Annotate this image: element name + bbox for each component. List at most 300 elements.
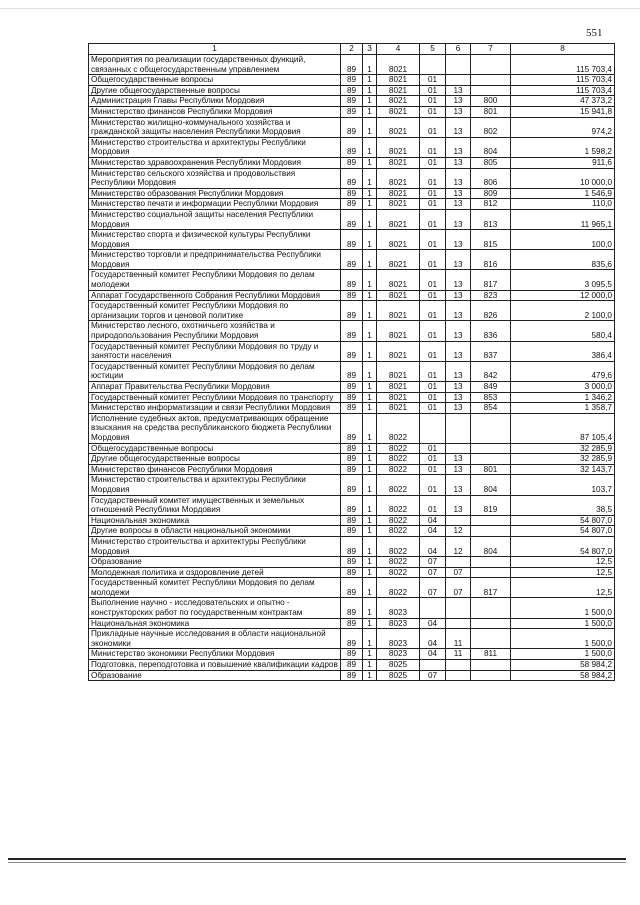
col-3: 1 <box>363 382 377 393</box>
table-row <box>89 443 615 454</box>
table-row <box>89 567 615 578</box>
col-8-amount: 54 807,0 <box>511 536 615 556</box>
col-2: 89 <box>341 392 363 403</box>
col-6 <box>446 55 471 75</box>
col-5: 01 <box>420 188 446 199</box>
table-row <box>89 515 615 526</box>
col-5: 01 <box>420 454 446 465</box>
col-7 <box>471 526 511 537</box>
col-7: 809 <box>471 188 511 199</box>
col-8-amount: 115 703,4 <box>511 55 615 75</box>
row-name: Министерство финансов Республики Мордовия <box>89 464 341 475</box>
col-5: 01 <box>420 168 446 188</box>
col-2: 89 <box>341 475 363 495</box>
col-3: 1 <box>363 341 377 361</box>
col-8-amount: 1 500,0 <box>511 649 615 660</box>
row-name: Министерство социальной защиты населения Республики Мордовия <box>89 209 341 229</box>
col-6: 13 <box>446 137 471 157</box>
col-3: 1 <box>363 578 377 598</box>
col-3: 1 <box>363 188 377 199</box>
col-7 <box>471 443 511 454</box>
col-5: 01 <box>420 475 446 495</box>
col-4: 8021 <box>377 106 420 117</box>
col-7: 854 <box>471 403 511 414</box>
row-name: Министерство лесного, охотничьего хозяйства и природопользования Республики Мордовия <box>89 321 341 341</box>
table-row <box>89 536 615 556</box>
col-3: 1 <box>363 649 377 660</box>
col-7 <box>471 660 511 671</box>
col-7: 804 <box>471 536 511 556</box>
col-7: 842 <box>471 361 511 381</box>
col-2: 89 <box>341 361 363 381</box>
col-7 <box>471 454 511 465</box>
col-8-amount: 2 100,0 <box>511 301 615 321</box>
col-3: 1 <box>363 660 377 671</box>
col-6: 13 <box>446 168 471 188</box>
col-5: 01 <box>420 137 446 157</box>
col-3: 1 <box>363 137 377 157</box>
col-7: 837 <box>471 341 511 361</box>
col-3: 1 <box>363 629 377 649</box>
row-name: Мероприятия по реализации государственных функций, связанных с общегосударственным управлением <box>89 55 341 75</box>
row-name: Аппарат Государственного Собрания Республики Мордовия <box>89 290 341 301</box>
table-row <box>89 578 615 598</box>
col-2: 89 <box>341 117 363 137</box>
col-7: 849 <box>471 382 511 393</box>
col-5: 01 <box>420 270 446 290</box>
col-6: 13 <box>446 117 471 137</box>
col-8-amount: 38,5 <box>511 495 615 515</box>
table-row <box>89 199 615 210</box>
col-6 <box>446 413 471 443</box>
col-2: 89 <box>341 106 363 117</box>
col-8-amount: 58 984,2 <box>511 670 615 681</box>
col-8-amount: 1 358,7 <box>511 403 615 414</box>
col-4: 8021 <box>377 250 420 270</box>
col-8-amount: 1 598,2 <box>511 137 615 157</box>
col-7: 801 <box>471 106 511 117</box>
col-7: 801 <box>471 464 511 475</box>
row-name: Министерство сельского хозяйства и продовольствия Республики Мордовия <box>89 168 341 188</box>
row-name: Образование <box>89 670 341 681</box>
col-6: 07 <box>446 578 471 598</box>
col-2: 89 <box>341 629 363 649</box>
col-8-amount: 835,6 <box>511 250 615 270</box>
col-4: 8025 <box>377 670 420 681</box>
col-2: 89 <box>341 495 363 515</box>
col-5: 01 <box>420 250 446 270</box>
table-row <box>89 230 615 250</box>
col-8-amount: 12,5 <box>511 557 615 568</box>
col-7: 802 <box>471 117 511 137</box>
col-4: 8021 <box>377 137 420 157</box>
col-3: 1 <box>363 168 377 188</box>
table-row <box>89 270 615 290</box>
col-6 <box>446 557 471 568</box>
header-col-5: 5 <box>420 44 446 55</box>
col-8-amount: 110,0 <box>511 199 615 210</box>
row-name: Министерство жилищно-коммунального хозяйства и гражданской защиты населения Республики Мордовия <box>89 117 341 137</box>
col-5: 04 <box>420 649 446 660</box>
col-4: 8022 <box>377 526 420 537</box>
row-name: Государственный комитет Республики Мордовия по делам юстиции <box>89 361 341 381</box>
table-row <box>89 413 615 443</box>
table-row <box>89 598 615 618</box>
col-4: 8021 <box>377 230 420 250</box>
col-6: 13 <box>446 188 471 199</box>
col-7 <box>471 629 511 649</box>
col-3: 1 <box>363 250 377 270</box>
col-5: 04 <box>420 618 446 629</box>
row-name: Министерство строительства и архитектуры Республики Мордовия <box>89 137 341 157</box>
row-name: Министерство здравоохранения Республики Мордовия <box>89 157 341 168</box>
col-8-amount: 10 000,0 <box>511 168 615 188</box>
col-2: 89 <box>341 649 363 660</box>
col-6: 13 <box>446 403 471 414</box>
col-2: 89 <box>341 96 363 107</box>
row-name: Государственный комитет Республики Мордовия по труду и занятости населения <box>89 341 341 361</box>
col-3: 1 <box>363 536 377 556</box>
table-row <box>89 157 615 168</box>
top-scan-line <box>0 8 640 9</box>
col-7: 816 <box>471 250 511 270</box>
bottom-rule-thin <box>8 862 626 863</box>
col-5: 01 <box>420 209 446 229</box>
col-7 <box>471 598 511 618</box>
col-6: 13 <box>446 301 471 321</box>
col-2: 89 <box>341 670 363 681</box>
table-row <box>89 392 615 403</box>
col-8-amount: 103,7 <box>511 475 615 495</box>
col-4: 8023 <box>377 629 420 649</box>
col-8-amount: 32 285,9 <box>511 454 615 465</box>
col-6: 13 <box>446 475 471 495</box>
col-5: 01 <box>420 403 446 414</box>
col-4: 8021 <box>377 270 420 290</box>
col-5: 01 <box>420 117 446 137</box>
row-name: Общегосударственные вопросы <box>89 443 341 454</box>
col-8-amount: 58 984,2 <box>511 660 615 671</box>
row-name: Министерство образования Республики Мордовия <box>89 188 341 199</box>
col-4: 8021 <box>377 290 420 301</box>
col-2: 89 <box>341 85 363 96</box>
col-3: 1 <box>363 230 377 250</box>
col-6 <box>446 515 471 526</box>
row-name: Государственный комитет имущественных и земельных отношений Республики Мордовия <box>89 495 341 515</box>
col-3: 1 <box>363 443 377 454</box>
col-3: 1 <box>363 475 377 495</box>
col-2: 89 <box>341 598 363 618</box>
col-2: 89 <box>341 301 363 321</box>
col-6: 13 <box>446 85 471 96</box>
col-4: 8023 <box>377 598 420 618</box>
row-name: Другие вопросы в области национальной экономики <box>89 526 341 537</box>
col-7 <box>471 85 511 96</box>
col-7 <box>471 557 511 568</box>
col-4: 8021 <box>377 75 420 86</box>
col-3: 1 <box>363 670 377 681</box>
col-3: 1 <box>363 526 377 537</box>
col-4: 8021 <box>377 96 420 107</box>
table-row <box>89 361 615 381</box>
col-2: 89 <box>341 618 363 629</box>
row-name: Национальная экономика <box>89 515 341 526</box>
col-6: 13 <box>446 382 471 393</box>
col-3: 1 <box>363 403 377 414</box>
col-5: 01 <box>420 290 446 301</box>
col-5: 04 <box>420 515 446 526</box>
table-row <box>89 495 615 515</box>
row-name: Министерство печати и информации Республики Мордовия <box>89 199 341 210</box>
col-2: 89 <box>341 526 363 537</box>
col-3: 1 <box>363 464 377 475</box>
row-name: Государственный комитет Республики Мордовия по организации торгов и ценовой политике <box>89 301 341 321</box>
row-name: Прикладные научные исследования в области национальной экономики <box>89 629 341 649</box>
col-4: 8021 <box>377 55 420 75</box>
col-8-amount: 386,4 <box>511 341 615 361</box>
col-5: 01 <box>420 75 446 86</box>
table-row <box>89 106 615 117</box>
col-4: 8021 <box>377 199 420 210</box>
table-row <box>89 168 615 188</box>
table-row <box>89 301 615 321</box>
col-3: 1 <box>363 361 377 381</box>
col-6: 13 <box>446 495 471 515</box>
col-6: 13 <box>446 199 471 210</box>
row-name: Министерство информатизации и связи Республики Мордовия <box>89 403 341 414</box>
col-5: 07 <box>420 567 446 578</box>
col-8-amount: 54 807,0 <box>511 526 615 537</box>
header-col-2: 2 <box>341 44 363 55</box>
table-row <box>89 629 615 649</box>
header-col-1: 1 <box>89 44 341 55</box>
col-8-amount: 115 703,4 <box>511 75 615 86</box>
header-col-4: 4 <box>377 44 420 55</box>
col-2: 89 <box>341 199 363 210</box>
col-6: 13 <box>446 341 471 361</box>
col-7: 853 <box>471 392 511 403</box>
table-row <box>89 341 615 361</box>
row-name: Исполнение судебных актов, предусматривающих обращение взыскания на средства республиканского бюджета Республики Мордовия <box>89 413 341 443</box>
col-2: 89 <box>341 290 363 301</box>
col-7: 804 <box>471 475 511 495</box>
col-5: 01 <box>420 464 446 475</box>
row-name: Национальная экономика <box>89 618 341 629</box>
table-row <box>89 382 615 393</box>
col-7: 811 <box>471 649 511 660</box>
table-row <box>89 475 615 495</box>
col-6 <box>446 618 471 629</box>
table-body <box>89 55 615 681</box>
col-6: 12 <box>446 526 471 537</box>
col-2: 89 <box>341 209 363 229</box>
col-8-amount: 32 143,7 <box>511 464 615 475</box>
col-8-amount: 115 703,4 <box>511 85 615 96</box>
col-2: 89 <box>341 443 363 454</box>
col-7: 805 <box>471 157 511 168</box>
col-5: 01 <box>420 392 446 403</box>
table-row <box>89 649 615 660</box>
col-5: 01 <box>420 443 446 454</box>
col-6: 13 <box>446 361 471 381</box>
col-4: 8021 <box>377 85 420 96</box>
row-name: Молодежная политика и оздоровление детей <box>89 567 341 578</box>
col-5: 07 <box>420 670 446 681</box>
header-col-7: 7 <box>471 44 511 55</box>
table-row <box>89 403 615 414</box>
col-4: 8021 <box>377 157 420 168</box>
col-7 <box>471 567 511 578</box>
row-name: Государственный комитет Республики Мордовия по делам молодежи <box>89 578 341 598</box>
col-6 <box>446 598 471 618</box>
row-name: Другие общегосударственные вопросы <box>89 85 341 96</box>
row-name: Министерство торговли и предпринимательства Республики Мордовия <box>89 250 341 270</box>
col-4: 8022 <box>377 454 420 465</box>
col-5: 01 <box>420 495 446 515</box>
col-5: 01 <box>420 106 446 117</box>
col-3: 1 <box>363 515 377 526</box>
col-4: 8021 <box>377 392 420 403</box>
col-4: 8021 <box>377 301 420 321</box>
col-7 <box>471 670 511 681</box>
col-4: 8021 <box>377 382 420 393</box>
col-7 <box>471 55 511 75</box>
row-name: Аппарат Правительства Республики Мордовия <box>89 382 341 393</box>
col-6: 13 <box>446 392 471 403</box>
col-2: 89 <box>341 270 363 290</box>
col-2: 89 <box>341 75 363 86</box>
col-8-amount: 12 000,0 <box>511 290 615 301</box>
header-col-6: 6 <box>446 44 471 55</box>
col-6 <box>446 75 471 86</box>
col-7 <box>471 515 511 526</box>
col-8-amount: 479,6 <box>511 361 615 381</box>
col-2: 89 <box>341 250 363 270</box>
col-7: 826 <box>471 301 511 321</box>
col-6: 11 <box>446 629 471 649</box>
table-row <box>89 250 615 270</box>
col-5 <box>420 660 446 671</box>
col-8-amount: 15 941,8 <box>511 106 615 117</box>
col-4: 8021 <box>377 361 420 381</box>
col-6: 11 <box>446 649 471 660</box>
col-3: 1 <box>363 392 377 403</box>
col-3: 1 <box>363 413 377 443</box>
col-7: 804 <box>471 137 511 157</box>
col-3: 1 <box>363 598 377 618</box>
col-3: 1 <box>363 75 377 86</box>
col-8-amount: 1 500,0 <box>511 618 615 629</box>
col-7: 806 <box>471 168 511 188</box>
page-number: 551 <box>586 27 603 39</box>
col-3: 1 <box>363 85 377 96</box>
col-4: 8023 <box>377 618 420 629</box>
col-4: 8021 <box>377 209 420 229</box>
col-5: 04 <box>420 526 446 537</box>
col-2: 89 <box>341 137 363 157</box>
col-4: 8022 <box>377 578 420 598</box>
col-8-amount: 32 285,9 <box>511 443 615 454</box>
col-3: 1 <box>363 618 377 629</box>
header-col-8: 8 <box>511 44 615 55</box>
col-8-amount: 1 500,0 <box>511 629 615 649</box>
col-3: 1 <box>363 290 377 301</box>
col-5: 04 <box>420 536 446 556</box>
col-5 <box>420 55 446 75</box>
col-6: 12 <box>446 536 471 556</box>
col-3: 1 <box>363 301 377 321</box>
col-2: 89 <box>341 557 363 568</box>
col-5: 01 <box>420 157 446 168</box>
table-row <box>89 464 615 475</box>
col-6: 13 <box>446 157 471 168</box>
col-8-amount: 87 105,4 <box>511 413 615 443</box>
col-8-amount: 12,5 <box>511 567 615 578</box>
col-4: 8022 <box>377 515 420 526</box>
col-7: 819 <box>471 495 511 515</box>
col-8-amount: 54 807,0 <box>511 515 615 526</box>
row-name: Государственный комитет Республики Мордовия по делам молодежи <box>89 270 341 290</box>
col-5: 01 <box>420 230 446 250</box>
col-8-amount: 1 500,0 <box>511 598 615 618</box>
col-5 <box>420 413 446 443</box>
table-row <box>89 55 615 75</box>
col-8-amount: 3 000,0 <box>511 382 615 393</box>
table-row <box>89 188 615 199</box>
col-8-amount: 11 965,1 <box>511 209 615 229</box>
col-4: 8022 <box>377 443 420 454</box>
table-header-row <box>89 44 615 55</box>
col-2: 89 <box>341 413 363 443</box>
table-row <box>89 75 615 86</box>
col-8-amount: 3 095,5 <box>511 270 615 290</box>
col-6 <box>446 670 471 681</box>
row-name: Министерство экономики Республики Мордовия <box>89 649 341 660</box>
col-6: 13 <box>446 321 471 341</box>
col-3: 1 <box>363 567 377 578</box>
col-2: 89 <box>341 578 363 598</box>
row-name: Государственный комитет Республики Мордовия по транспорту <box>89 392 341 403</box>
col-3: 1 <box>363 106 377 117</box>
table-row <box>89 526 615 537</box>
table-row <box>89 290 615 301</box>
col-7: 817 <box>471 270 511 290</box>
col-4: 8021 <box>377 341 420 361</box>
col-8-amount: 12,5 <box>511 578 615 598</box>
col-5: 01 <box>420 85 446 96</box>
col-2: 89 <box>341 321 363 341</box>
col-8-amount: 911,6 <box>511 157 615 168</box>
row-name: Образование <box>89 557 341 568</box>
col-4: 8021 <box>377 188 420 199</box>
col-8-amount: 1 546,9 <box>511 188 615 199</box>
col-6: 13 <box>446 96 471 107</box>
row-name: Общегосударственные вопросы <box>89 75 341 86</box>
col-6: 13 <box>446 454 471 465</box>
col-7 <box>471 75 511 86</box>
col-3: 1 <box>363 557 377 568</box>
col-4: 8022 <box>377 464 420 475</box>
col-6: 13 <box>446 464 471 475</box>
col-5: 01 <box>420 382 446 393</box>
col-2: 89 <box>341 536 363 556</box>
col-3: 1 <box>363 495 377 515</box>
col-6: 13 <box>446 106 471 117</box>
row-name: Министерство строительства и архитектуры Республики Мордовия <box>89 536 341 556</box>
table-row <box>89 670 615 681</box>
col-5: 01 <box>420 301 446 321</box>
col-5: 07 <box>420 557 446 568</box>
